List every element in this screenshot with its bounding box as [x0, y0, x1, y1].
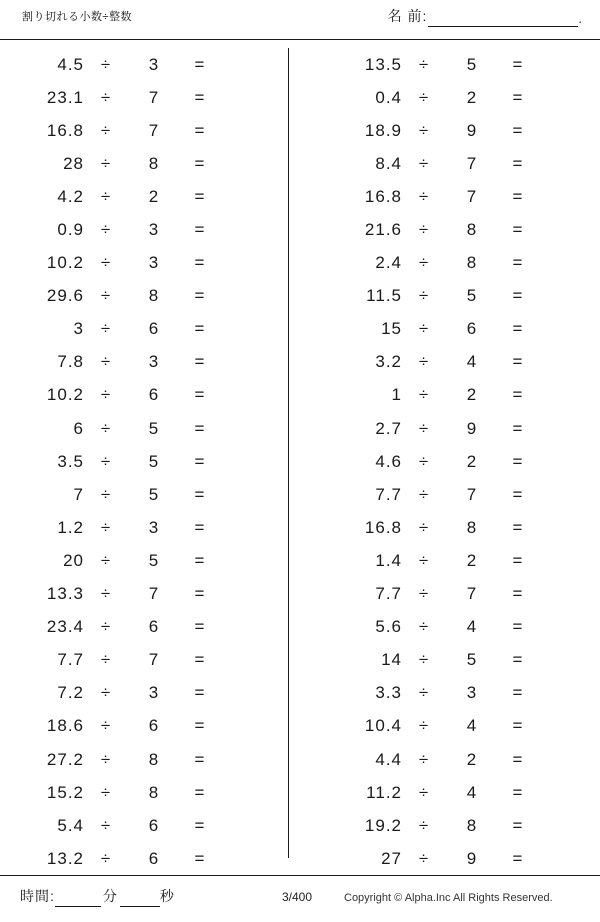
divisor: 4	[466, 716, 478, 736]
name-input-line[interactable]	[428, 9, 578, 27]
divisor: 3	[148, 352, 160, 372]
right-column	[300, 44, 600, 874]
divide-icon: ÷	[100, 517, 112, 537]
time-label: 時間:	[20, 888, 55, 904]
time-field-group	[20, 886, 175, 907]
divide-icon: ÷	[100, 716, 112, 736]
dividend: 13.5	[364, 54, 402, 74]
equals-icon: =	[512, 484, 524, 504]
divide-icon: ÷	[418, 683, 430, 703]
divide-icon: ÷	[100, 749, 112, 769]
divisor: 2	[148, 186, 160, 206]
dividend: 5.6	[375, 617, 402, 637]
name-label: 名 前:	[387, 8, 428, 24]
problem-row	[300, 544, 600, 577]
dividend: 11.5	[366, 286, 402, 306]
equals-icon: =	[194, 286, 206, 306]
divide-icon: ÷	[418, 451, 430, 471]
equals-icon: =	[194, 418, 206, 438]
dividend: 13.3	[46, 584, 84, 604]
equals-icon: =	[194, 617, 206, 637]
equals-icon: =	[194, 253, 206, 273]
divisor: 5	[148, 418, 160, 438]
divisor: 9	[466, 848, 478, 868]
dividend: 4.5	[57, 54, 84, 74]
equals-icon: =	[512, 650, 524, 670]
equals-icon: =	[194, 815, 206, 835]
divide-icon: ÷	[100, 848, 112, 868]
dividend: 16.8	[364, 186, 402, 206]
divisor: 4	[466, 617, 478, 637]
dividend: 23.4	[46, 617, 84, 637]
problem-row	[300, 677, 600, 710]
name-trailing-dot: .	[578, 11, 582, 26]
dividend: 19.2	[364, 815, 402, 835]
divide-icon: ÷	[418, 186, 430, 206]
equals-icon: =	[194, 749, 206, 769]
problem-row	[0, 280, 300, 313]
divisor: 7	[466, 186, 478, 206]
problem-row	[0, 114, 300, 147]
problem-row	[300, 511, 600, 544]
divide-icon: ÷	[100, 451, 112, 471]
divisor: 5	[466, 286, 478, 306]
dividend: 7.7	[375, 484, 402, 504]
problem-row	[0, 611, 300, 644]
divide-icon: ÷	[418, 87, 430, 107]
divisor: 8	[466, 815, 478, 835]
equals-icon: =	[512, 683, 524, 703]
divisor: 9	[466, 418, 478, 438]
divisor: 2	[466, 385, 478, 405]
divisor: 6	[148, 319, 160, 339]
dividend: 2.7	[375, 418, 402, 438]
divide-icon: ÷	[418, 253, 430, 273]
divisor: 2	[466, 749, 478, 769]
divide-icon: ÷	[100, 617, 112, 637]
header-divider-rule	[0, 39, 600, 40]
divide-icon: ÷	[418, 120, 430, 140]
divide-icon: ÷	[100, 782, 112, 802]
equals-icon: =	[512, 352, 524, 372]
problem-row	[300, 578, 600, 611]
problem-row	[0, 180, 300, 213]
problem-row	[300, 48, 600, 81]
divisor: 8	[466, 220, 478, 240]
equals-icon: =	[512, 186, 524, 206]
divide-icon: ÷	[100, 220, 112, 240]
divisor: 7	[466, 584, 478, 604]
divisor: 9	[466, 120, 478, 140]
equals-icon: =	[194, 352, 206, 372]
divide-icon: ÷	[418, 418, 430, 438]
divide-icon: ÷	[100, 54, 112, 74]
equals-icon: =	[194, 584, 206, 604]
divide-icon: ÷	[418, 484, 430, 504]
dividend: 15.2	[46, 782, 84, 802]
equals-icon: =	[512, 749, 524, 769]
dividend: 10.2	[46, 385, 84, 405]
page-footer	[0, 876, 600, 922]
divisor: 8	[148, 749, 160, 769]
equals-icon: =	[194, 683, 206, 703]
dividend: 21.6	[364, 220, 402, 240]
problem-row	[0, 412, 300, 445]
problem-row	[0, 81, 300, 114]
divide-icon: ÷	[418, 153, 430, 173]
dividend: 11.2	[366, 782, 402, 802]
divide-icon: ÷	[100, 319, 112, 339]
divisor: 6	[148, 385, 160, 405]
divide-icon: ÷	[100, 87, 112, 107]
divide-icon: ÷	[418, 617, 430, 637]
dividend: 14	[381, 650, 402, 670]
problem-row	[0, 247, 300, 280]
divisor: 6	[466, 319, 478, 339]
dividend: 3.3	[375, 683, 402, 703]
equals-icon: =	[194, 650, 206, 670]
divisor: 5	[466, 650, 478, 670]
problem-row	[300, 379, 600, 412]
divide-icon: ÷	[418, 352, 430, 372]
page-header	[0, 0, 600, 40]
equals-icon: =	[512, 418, 524, 438]
problem-row	[0, 213, 300, 246]
problem-row	[0, 48, 300, 81]
equals-icon: =	[194, 220, 206, 240]
divide-icon: ÷	[100, 683, 112, 703]
equals-icon: =	[512, 253, 524, 273]
divisor: 8	[466, 253, 478, 273]
equals-icon: =	[194, 550, 206, 570]
dividend: 3.5	[57, 451, 84, 471]
divisor: 3	[148, 220, 160, 240]
equals-icon: =	[194, 385, 206, 405]
equals-icon: =	[194, 120, 206, 140]
divide-icon: ÷	[100, 584, 112, 604]
dividend: 0.9	[57, 220, 84, 240]
equals-icon: =	[194, 782, 206, 802]
divisor: 7	[466, 153, 478, 173]
dividend: 18.9	[364, 120, 402, 140]
problem-row	[0, 677, 300, 710]
dividend: 8.4	[375, 153, 402, 173]
divide-icon: ÷	[418, 749, 430, 769]
dividend: 20	[63, 550, 84, 570]
problem-row	[300, 346, 600, 379]
divisor: 2	[466, 550, 478, 570]
dividend: 1	[391, 385, 402, 405]
dividend: 4.2	[57, 186, 84, 206]
divide-icon: ÷	[418, 650, 430, 670]
problem-row	[0, 147, 300, 180]
minutes-unit-label: 分	[102, 888, 118, 904]
divide-icon: ÷	[418, 286, 430, 306]
equals-icon: =	[194, 517, 206, 537]
dividend: 4.4	[375, 749, 402, 769]
divisor: 8	[466, 517, 478, 537]
problem-row	[300, 743, 600, 776]
seconds-input-line[interactable]	[120, 889, 160, 907]
dividend: 15	[381, 319, 402, 339]
problem-row	[300, 313, 600, 346]
divide-icon: ÷	[100, 385, 112, 405]
divide-icon: ÷	[100, 286, 112, 306]
equals-icon: =	[512, 617, 524, 637]
divide-icon: ÷	[418, 517, 430, 537]
equals-icon: =	[194, 87, 206, 107]
equals-icon: =	[512, 220, 524, 240]
dividend: 4.6	[375, 451, 402, 471]
divide-icon: ÷	[418, 716, 430, 736]
problem-row	[300, 445, 600, 478]
worksheet-title: 割り切れる小数÷整数	[22, 11, 133, 23]
problem-row	[0, 710, 300, 743]
problem-row	[0, 644, 300, 677]
divide-icon: ÷	[418, 848, 430, 868]
equals-icon: =	[512, 319, 524, 339]
problem-row	[0, 313, 300, 346]
problem-row	[300, 710, 600, 743]
problem-row	[0, 544, 300, 577]
equals-icon: =	[512, 87, 524, 107]
dividend: 3.2	[375, 352, 402, 372]
divisor: 5	[466, 54, 478, 74]
problem-row	[0, 776, 300, 809]
dividend: 7.7	[57, 650, 84, 670]
dividend: 2.4	[375, 253, 402, 273]
problem-row	[0, 578, 300, 611]
equals-icon: =	[512, 517, 524, 537]
divisor: 5	[148, 550, 160, 570]
dividend: 6	[73, 418, 84, 438]
equals-icon: =	[512, 385, 524, 405]
equals-icon: =	[194, 153, 206, 173]
divide-icon: ÷	[418, 782, 430, 802]
divisor: 4	[466, 352, 478, 372]
equals-icon: =	[512, 815, 524, 835]
divide-icon: ÷	[100, 550, 112, 570]
divisor: 5	[148, 451, 160, 471]
divide-icon: ÷	[418, 550, 430, 570]
dividend: 10.2	[46, 253, 84, 273]
page-number: 3/400	[282, 890, 313, 904]
divide-icon: ÷	[418, 815, 430, 835]
divide-icon: ÷	[418, 54, 430, 74]
divide-icon: ÷	[100, 815, 112, 835]
equals-icon: =	[194, 451, 206, 471]
divisor: 7	[148, 650, 160, 670]
equals-icon: =	[512, 153, 524, 173]
dividend: 1.2	[57, 517, 84, 537]
problem-row	[300, 247, 600, 280]
equals-icon: =	[512, 584, 524, 604]
seconds-unit-label: 秒	[159, 888, 175, 904]
divisor: 8	[148, 153, 160, 173]
divide-icon: ÷	[100, 650, 112, 670]
divide-icon: ÷	[418, 319, 430, 339]
divisor: 7	[148, 87, 160, 107]
problem-row	[300, 147, 600, 180]
problem-row	[0, 379, 300, 412]
dividend: 16.8	[364, 517, 402, 537]
divisor: 3	[148, 517, 160, 537]
dividend: 13.2	[46, 848, 84, 868]
dividend: 23.1	[46, 87, 84, 107]
dividend: 1.4	[375, 550, 402, 570]
divisor: 7	[148, 120, 160, 140]
problem-row	[300, 644, 600, 677]
problem-row	[0, 478, 300, 511]
name-field-group	[388, 6, 582, 27]
dividend: 10.4	[364, 716, 402, 736]
divide-icon: ÷	[100, 120, 112, 140]
divide-icon: ÷	[100, 186, 112, 206]
divisor: 5	[148, 484, 160, 504]
equals-icon: =	[512, 286, 524, 306]
equals-icon: =	[512, 716, 524, 736]
divisor: 3	[148, 54, 160, 74]
dividend: 27	[381, 848, 402, 868]
divisor: 8	[148, 286, 160, 306]
copyright-notice: Copyright © Alpha.Inc All Rights Reserved.	[344, 892, 553, 904]
divisor: 2	[466, 451, 478, 471]
dividend: 29.6	[46, 286, 84, 306]
dividend: 18.6	[46, 716, 84, 736]
left-column	[0, 44, 300, 874]
problem-row	[0, 511, 300, 544]
equals-icon: =	[512, 54, 524, 74]
problem-row	[300, 412, 600, 445]
equals-icon: =	[512, 550, 524, 570]
minutes-input-line[interactable]	[55, 889, 101, 907]
problem-row	[0, 809, 300, 842]
equals-icon: =	[194, 716, 206, 736]
dividend: 7.2	[57, 683, 84, 703]
divisor: 6	[148, 617, 160, 637]
dividend: 5.4	[57, 815, 84, 835]
divisor: 3	[148, 683, 160, 703]
divisor: 7	[466, 484, 478, 504]
equals-icon: =	[512, 848, 524, 868]
dividend: 27.2	[46, 749, 84, 769]
divide-icon: ÷	[418, 584, 430, 604]
divide-icon: ÷	[418, 220, 430, 240]
dividend: 7.7	[375, 584, 402, 604]
problem-row	[300, 776, 600, 809]
problem-row	[300, 809, 600, 842]
divide-icon: ÷	[100, 253, 112, 273]
equals-icon: =	[194, 319, 206, 339]
problem-row	[300, 81, 600, 114]
equals-icon: =	[512, 120, 524, 140]
dividend: 7.8	[57, 352, 84, 372]
problem-row	[300, 180, 600, 213]
problem-row	[300, 842, 600, 875]
divide-icon: ÷	[100, 484, 112, 504]
problem-row	[300, 213, 600, 246]
dividend: 3	[73, 319, 84, 339]
divide-icon: ÷	[418, 385, 430, 405]
problem-row	[0, 743, 300, 776]
problem-row	[0, 842, 300, 875]
equals-icon: =	[194, 186, 206, 206]
divide-icon: ÷	[100, 418, 112, 438]
equals-icon: =	[194, 848, 206, 868]
divisor: 8	[148, 782, 160, 802]
problem-row	[300, 611, 600, 644]
column-divider-rule	[288, 48, 289, 858]
divisor: 3	[466, 683, 478, 703]
equals-icon: =	[512, 451, 524, 471]
problem-row	[300, 114, 600, 147]
problem-row	[0, 445, 300, 478]
equals-icon: =	[194, 54, 206, 74]
problem-row	[300, 280, 600, 313]
problem-row	[0, 346, 300, 379]
equals-icon: =	[194, 484, 206, 504]
dividend: 7	[73, 484, 84, 504]
problem-area	[0, 44, 600, 874]
divisor: 6	[148, 716, 160, 736]
divisor: 7	[148, 584, 160, 604]
dividend: 0.4	[375, 87, 402, 107]
divisor: 3	[148, 253, 160, 273]
dividend: 28	[63, 153, 84, 173]
divide-icon: ÷	[100, 352, 112, 372]
divisor: 2	[466, 87, 478, 107]
dividend: 16.8	[46, 120, 84, 140]
divisor: 6	[148, 815, 160, 835]
equals-icon: =	[512, 782, 524, 802]
divisor: 4	[466, 782, 478, 802]
divide-icon: ÷	[100, 153, 112, 173]
problem-row	[300, 478, 600, 511]
divisor: 6	[148, 848, 160, 868]
